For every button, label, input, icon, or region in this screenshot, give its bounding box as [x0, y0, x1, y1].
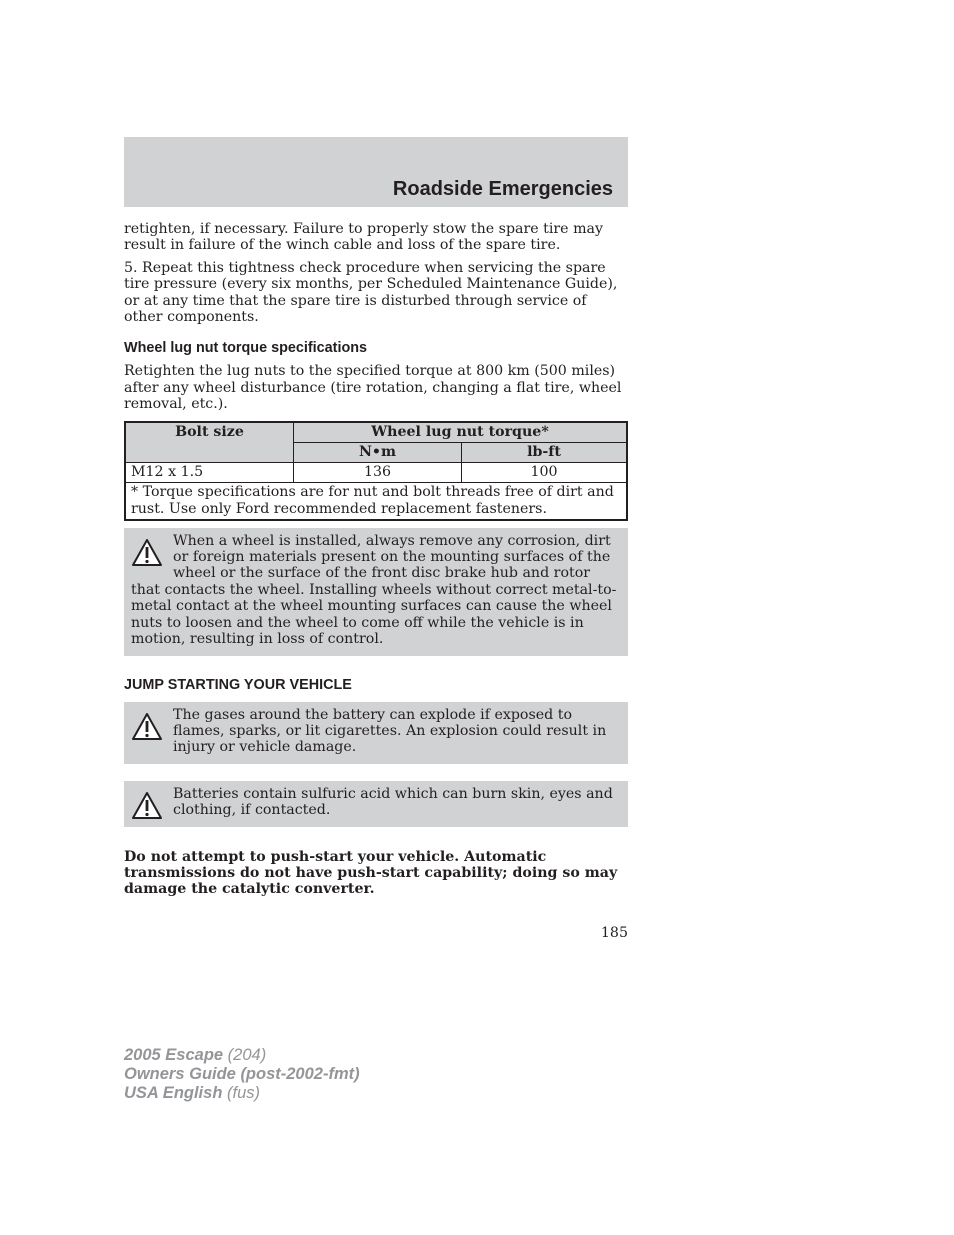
header-band [124, 137, 628, 207]
table-footnote-row [125, 482, 627, 520]
torque-table [124, 421, 628, 521]
footer-line-3 [124, 1084, 360, 1103]
cell-bolt: M12 x 1.5 [125, 462, 294, 482]
page-number: 185 [600, 925, 628, 941]
warning-text-wheel: When a wheel is installed, always remove any corrosion, dirt or foreign materials present on the mounting surfaces of the wheel or the surface of the front disc brake hub and rotor that contacts the wheel. Installing wheels without correct metal-to-metal contact at the wheel mounting surfaces can cause the wheel nuts to loosen and the wheel to come off while the vehicle is in motion, resulting in loss of control. [131, 532, 617, 648]
warning-triangle-icon [131, 791, 163, 821]
footer-line-2: Owners Guide (post-2002-fmt) [124, 1065, 360, 1083]
footer-line-1 [124, 1046, 360, 1065]
footer-language-code: (fus) [222, 1084, 260, 1102]
footer [124, 1046, 360, 1103]
warning-triangle-icon [131, 712, 163, 742]
col-nm: N•m [294, 442, 462, 462]
table-header-row [125, 422, 627, 443]
col-lbft: lb-ft [462, 442, 628, 462]
cell-lbft: 100 [462, 462, 628, 482]
intro-paragraph-2: 5. Repeat this tightness check procedure when servicing the spare tire pressure (every six months, per Scheduled Maintenance Guide), or at any time that the spare tire is disturbed through service of other components. [124, 259, 618, 326]
torque-heading: Wheel lug nut torque specifications [124, 340, 368, 357]
page-title: Roadside Emergencies [392, 178, 613, 200]
push-start-note: Do not attempt to push-start your vehicle. Automatic transmissions do not have push-start capability; doing so may damage the catalytic converter. [124, 848, 618, 898]
main-content [124, 221, 628, 898]
col-bolt-size: Bolt size [125, 422, 294, 463]
warning-text-acid: Batteries contain sulfuric acid which can burn skin, eyes and clothing, if contacted. [173, 785, 613, 819]
warning-box-wheel [124, 528, 628, 656]
cell-nm: 136 [294, 462, 462, 482]
table-row [125, 462, 627, 482]
warning-triangle-icon [131, 538, 163, 568]
warning-text-gases: The gases around the battery can explode if exposed to flames, sparks, or lit cigarettes. An explosion could result in injury or vehicle damage. [173, 706, 607, 756]
intro-paragraph-1: retighten, if necessary. Failure to properly stow the spare tire may result in failure of the winch cable and loss of the spare tire. [124, 221, 604, 254]
jump-start-heading: JUMP STARTING YOUR VEHICLE [124, 676, 352, 693]
col-torque: Wheel lug nut torque* [294, 422, 628, 443]
warning-box-acid [124, 781, 628, 827]
footer-language: USA English [124, 1084, 223, 1102]
warning-box-gases [124, 702, 628, 764]
torque-paragraph: Retighten the lug nuts to the specified torque at 800 km (500 miles) after any wheel disturbance (tire rotation, changing a flat tire, wheel removal, etc.). [124, 363, 622, 413]
footer-model: 2005 Escape [124, 1046, 224, 1064]
footer-model-code: (204) [223, 1046, 267, 1064]
table-footnote: * Torque specifications are for nut and bolt threads free of dirt and rust. Use only Ford recommended replacement fasteners. [125, 482, 627, 520]
